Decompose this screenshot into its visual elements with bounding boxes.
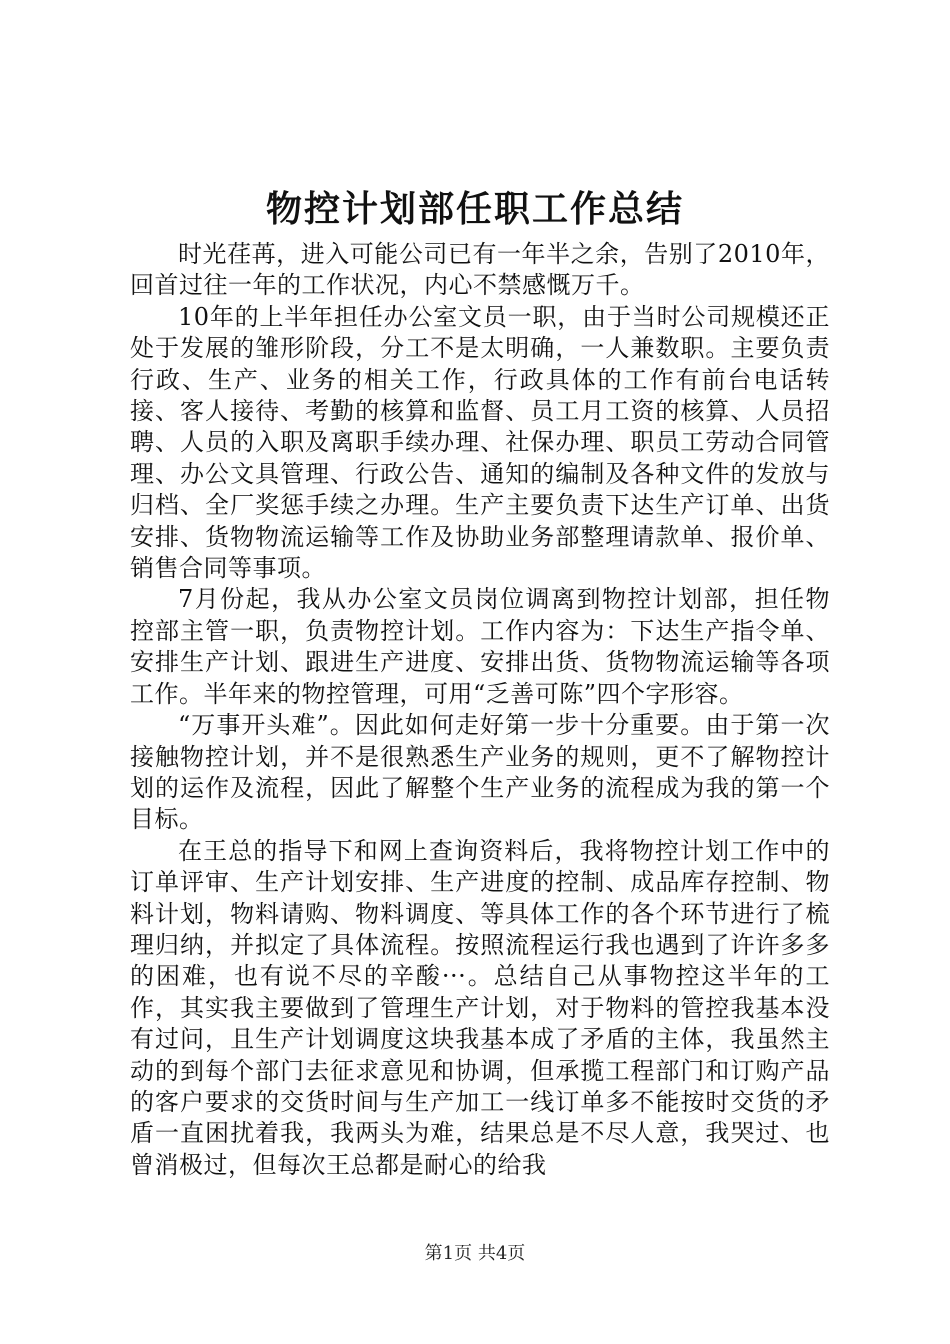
paragraph: “万事开头难”。因此如何走好第一步十分重要。由于第一次接触物控计划，并不是很熟悉生产业务的规则，更不了解物控计划的运作及流程，因此了解整个生产业务的流程成为我的第一个目标。 <box>130 711 830 834</box>
paragraph: 7月份起，我从办公室文员岗位调离到物控计划部，担任物控部主管一职，负责物控计划。工作内容为：下达生产指令单、安排生产计划、跟进生产进度、安排出货、货物物流运输等各项工作。半年来的物控管理，可用“乏善可陈”四个字形容。 <box>130 585 830 708</box>
document-title: 物控计划部任职工作总结 <box>265 188 684 230</box>
paragraph: 时光荏苒，进入可能公司已有一年半之余，告别了2010年，回首过往一年的工作状况，内心不禁感慨万千。 <box>130 240 830 300</box>
paragraph: 10年的上半年担任办公室文员一职，由于当时公司规模还正处于发展的雏形阶段，分工不是太明确，一人兼数职。主要负责行政、生产、业务的相关工作，行政具体的工作有前台电话转接、客人接待、考勤的核算和监督、员工月工资的核算、人员招聘、人员的入职及离职手续办理、社保办理、职员工劳动合同管理、办公文具管理、行政公告、通知的编制及各种文件的发放与归档、全厂奖惩手续之办理。生产主要负责下达生产订单、出货安排、货物物流运输等工作及协助业务部整理请款单、报价单、销售合同等事项。 <box>130 302 830 583</box>
document-body <box>130 239 830 1181</box>
page-footer: 第1页 共4页 <box>424 1243 526 1264</box>
paragraph: 在王总的指导下和网上查询资料后，我将物控计划工作中的订单评审、生产计划安排、生产进度的控制、成品库存控制、物料计划，物料请购、物料调度、等具体工作的各个环节进行了梳理归纳，并拟定了具体流程。按照流程运行我也遇到了许许多多的困难，也有说不尽的辛酸···。总结自己从事物控这半年的工作，其实我主要做到了管理生产计划，对于物料的管控我基本没有过问，且生产计划调度这块我基本成了矛盾的主体，我虽然主动的到每个部门去征求意见和协调，但承揽工程部门和订购产品的客户要求的交货时间与生产加工一线订单多不能按时交货的矛盾一直困扰着我，我两头为难，结果总是不尽人意，我哭过、也曾消极过，但每次王总都是耐心的给我 <box>130 836 830 1179</box>
